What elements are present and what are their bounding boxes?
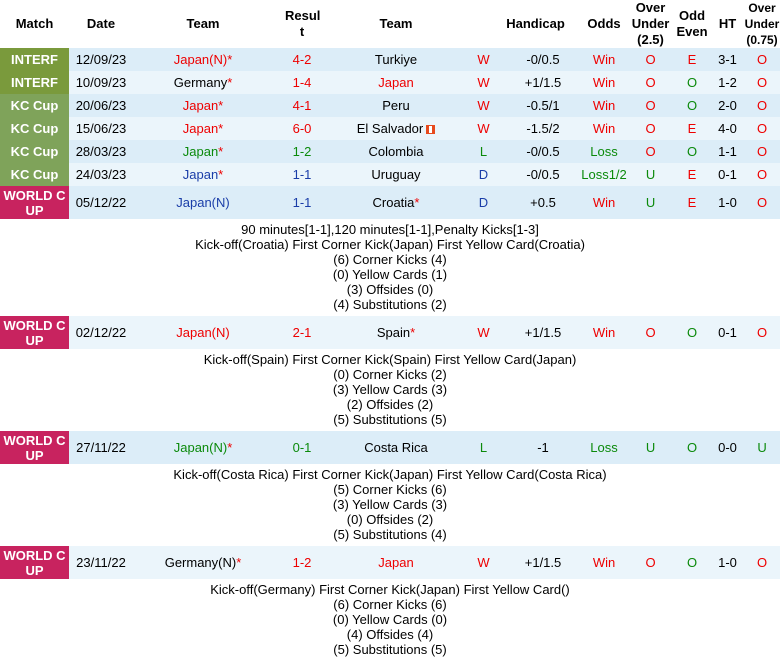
detail-line: Kick-off(Croatia) First Corner Kick(Japan) First Yellow Card(Croatia) xyxy=(195,237,585,252)
match-outcome: L xyxy=(461,431,506,464)
away-team-cell[interactable] xyxy=(331,163,461,186)
home-team-cell[interactable] xyxy=(133,71,273,94)
detail-line: (0) Yellow Cards (0) xyxy=(332,612,448,627)
away-team: Japan xyxy=(378,555,414,570)
half-time-score: 1-0 xyxy=(711,546,744,579)
home-team: Japan xyxy=(182,167,219,182)
match-outcome: D xyxy=(461,163,506,186)
match-date: 23/11/22 xyxy=(69,546,133,579)
detail-line: (3) Yellow Cards (3) xyxy=(332,497,448,512)
match-outcome: W xyxy=(461,71,506,94)
match-outcome: W xyxy=(461,546,506,579)
detail-line: (5) Corner Kicks (6) xyxy=(333,482,447,497)
away-team: Turkiye xyxy=(374,52,418,67)
detail-line: (3) Offsides (0) xyxy=(346,282,434,297)
over-under-075: U xyxy=(744,431,780,464)
match-competition[interactable]: INTERF xyxy=(0,71,69,94)
over-under-075: O xyxy=(744,94,780,117)
home-star: * xyxy=(227,52,233,67)
table-row[interactable] xyxy=(0,316,780,349)
detail-line: Kick-off(Germany) First Corner Kick(Japan) First Yellow Card() xyxy=(210,582,570,597)
away-team-cell[interactable] xyxy=(331,140,461,163)
detail-line: (6) Corner Kicks (4) xyxy=(333,252,447,267)
half-time-score: 1-1 xyxy=(711,140,744,163)
away-team: El Salvador xyxy=(356,121,424,136)
home-star: * xyxy=(227,75,233,90)
match-outcome: L xyxy=(461,140,506,163)
home-team-cell[interactable] xyxy=(133,316,273,349)
away-team: Peru xyxy=(382,98,410,113)
odds-result: Loss1/2 xyxy=(580,163,628,186)
over-under-25: O xyxy=(628,48,673,71)
match-date: 27/11/22 xyxy=(69,431,133,464)
header-handicap: Handicap xyxy=(461,0,580,48)
over-under-25: U xyxy=(628,163,673,186)
detail-line: (5) Substitutions (5) xyxy=(333,412,447,427)
odd-even: O xyxy=(673,94,711,117)
odds-result: Loss xyxy=(580,431,628,464)
home-team: Japan(N) xyxy=(176,195,230,210)
match-score: 6-0 xyxy=(273,117,331,140)
home-star: * xyxy=(218,144,224,159)
detail-line: (5) Substitutions (5) xyxy=(333,642,447,657)
over-under-075: O xyxy=(744,71,780,94)
match-date: 24/03/23 xyxy=(69,163,133,186)
odd-even: O xyxy=(673,316,711,349)
match-score: 4-1 xyxy=(273,94,331,117)
match-score: 2-1 xyxy=(273,316,331,349)
table-row[interactable] xyxy=(0,163,780,186)
home-star: * xyxy=(218,98,224,113)
match-date: 02/12/22 xyxy=(69,316,133,349)
over-under-075: O xyxy=(744,316,780,349)
match-competition[interactable]: WORLD C UP xyxy=(0,546,69,579)
handicap-value: -0.5/1 xyxy=(506,94,580,117)
over-under-075: O xyxy=(744,163,780,186)
header-team-home: Team xyxy=(133,0,273,48)
half-time-score: 1-0 xyxy=(711,186,744,219)
detail-line: (4) Offsides (4) xyxy=(346,627,434,642)
header-match: Match xyxy=(0,0,69,48)
handicap-value: -1.5/2 xyxy=(506,117,580,140)
away-team-cell[interactable] xyxy=(331,94,461,117)
away-team: Japan xyxy=(378,75,414,90)
over-under-25: O xyxy=(628,94,673,117)
match-score: 1-4 xyxy=(273,71,331,94)
odd-even: O xyxy=(673,140,711,163)
match-score: 1-2 xyxy=(273,546,331,579)
detail-line: (3) Yellow Cards (3) xyxy=(332,382,448,397)
over-under-25: O xyxy=(628,546,673,579)
match-competition[interactable]: KC Cup xyxy=(0,163,69,186)
over-under-25: O xyxy=(628,316,673,349)
home-star: * xyxy=(218,167,224,182)
home-star: * xyxy=(227,440,233,455)
odds-result: Win xyxy=(580,316,628,349)
match-outcome: W xyxy=(461,48,506,71)
match-score: 1-1 xyxy=(273,163,331,186)
odd-even: O xyxy=(673,431,711,464)
header-over-under-075: Over Under (0.75) xyxy=(744,1,780,47)
home-team-cell[interactable] xyxy=(133,186,273,219)
away-team-cell[interactable] xyxy=(331,117,461,140)
handicap-value: -0/0.5 xyxy=(506,163,580,186)
home-team-cell[interactable] xyxy=(133,546,273,579)
header-over-under-25: Over Under (2.5) xyxy=(628,0,673,48)
over-under-25: U xyxy=(628,431,673,464)
odd-even: O xyxy=(673,546,711,579)
match-score: 4-2 xyxy=(273,48,331,71)
over-under-25: U xyxy=(628,186,673,219)
home-team: Japan xyxy=(182,98,219,113)
home-team: Japan(N) xyxy=(173,440,228,455)
over-under-075: O xyxy=(744,48,780,71)
away-team: Spain xyxy=(376,325,411,340)
half-time-score: 2-0 xyxy=(711,94,744,117)
match-detail xyxy=(0,579,780,661)
red-card-icon xyxy=(426,125,435,134)
odds-result: Win xyxy=(580,546,628,579)
header-ht: HT xyxy=(711,0,744,48)
half-time-score: 0-0 xyxy=(711,431,744,464)
match-detail-row xyxy=(0,464,780,546)
home-team: Japan(N) xyxy=(176,325,230,340)
home-team-cell[interactable] xyxy=(133,117,273,140)
away-team-cell[interactable] xyxy=(331,316,461,349)
home-team: Germany xyxy=(173,75,228,90)
over-under-075: O xyxy=(744,186,780,219)
match-detail-row xyxy=(0,219,780,316)
table-row[interactable] xyxy=(0,140,780,163)
match-date: 05/12/22 xyxy=(69,186,133,219)
detail-line: (2) Offsides (2) xyxy=(346,397,434,412)
match-competition[interactable]: WORLD C UP xyxy=(0,431,69,464)
match-competition[interactable]: WORLD C UP xyxy=(0,186,69,219)
odd-even: O xyxy=(673,71,711,94)
odds-result: Win xyxy=(580,71,628,94)
handicap-value: +1/1.5 xyxy=(506,546,580,579)
over-under-25: O xyxy=(628,71,673,94)
home-team-cell[interactable] xyxy=(133,431,273,464)
handicap-value: +1/1.5 xyxy=(506,316,580,349)
match-competition[interactable]: KC Cup xyxy=(0,117,69,140)
header-date: Date xyxy=(69,0,133,48)
match-score: 0-1 xyxy=(273,431,331,464)
table-row[interactable] xyxy=(0,546,780,579)
odd-even: E xyxy=(673,117,711,140)
away-team: Uruguay xyxy=(371,167,421,182)
odds-result: Win xyxy=(580,117,628,140)
home-team: Japan xyxy=(182,144,219,159)
match-outcome: D xyxy=(461,186,506,219)
away-team-cell[interactable] xyxy=(331,546,461,579)
over-under-075: O xyxy=(744,140,780,163)
table-row[interactable] xyxy=(0,186,780,219)
home-team: Japan(N) xyxy=(173,52,228,67)
away-team: Colombia xyxy=(368,144,424,159)
over-under-075: O xyxy=(744,546,780,579)
table-row[interactable] xyxy=(0,431,780,464)
match-score: 1-1 xyxy=(273,186,331,219)
match-detail xyxy=(0,349,780,431)
header-team-away: Team xyxy=(331,0,461,48)
away-team-cell[interactable] xyxy=(331,186,461,219)
match-competition[interactable]: WORLD C UP xyxy=(0,316,69,349)
table-row[interactable] xyxy=(0,48,780,71)
match-competition[interactable]: KC Cup xyxy=(0,94,69,117)
handicap-value: +0.5 xyxy=(506,186,580,219)
match-detail-row xyxy=(0,579,780,661)
half-time-score: 0-1 xyxy=(711,316,744,349)
match-detail-row xyxy=(0,349,780,431)
match-detail xyxy=(0,464,780,546)
detail-line: (6) Corner Kicks (6) xyxy=(333,597,447,612)
header-odds: Odds xyxy=(580,0,628,48)
over-under-25: O xyxy=(628,140,673,163)
half-time-score: 0-1 xyxy=(711,163,744,186)
away-star: * xyxy=(414,195,420,210)
half-time-score: 3-1 xyxy=(711,48,744,71)
away-team: Costa Rica xyxy=(364,440,428,455)
half-time-score: 4-0 xyxy=(711,117,744,140)
odds-result: Win xyxy=(580,94,628,117)
detail-line: (4) Substitutions (2) xyxy=(333,297,447,312)
match-competition[interactable]: INTERF xyxy=(0,48,69,71)
detail-line: 90 minutes[1-1],120 minutes[1-1],Penalty Kicks[1-3] xyxy=(241,222,539,237)
match-date: 12/09/23 xyxy=(69,48,133,71)
handicap-value: -1 xyxy=(506,431,580,464)
away-team-cell[interactable] xyxy=(331,431,461,464)
header-result: Resul t xyxy=(273,0,331,48)
detail-line: (0) Yellow Cards (1) xyxy=(332,267,448,282)
home-team-cell[interactable] xyxy=(133,94,273,117)
match-competition[interactable]: KC Cup xyxy=(0,140,69,163)
home-team-cell[interactable] xyxy=(133,140,273,163)
away-team-cell[interactable] xyxy=(331,48,461,71)
over-under-075: O xyxy=(744,117,780,140)
detail-line: (5) Substitutions (4) xyxy=(333,527,447,542)
handicap-value: -0/0.5 xyxy=(506,140,580,163)
match-date: 10/09/23 xyxy=(69,71,133,94)
handicap-value: +1/1.5 xyxy=(506,71,580,94)
home-star: * xyxy=(218,121,224,136)
table-row[interactable] xyxy=(0,71,780,94)
odd-even: E xyxy=(673,163,711,186)
match-score: 1-2 xyxy=(273,140,331,163)
odds-result: Win xyxy=(580,48,628,71)
half-time-score: 1-2 xyxy=(711,71,744,94)
table-row[interactable] xyxy=(0,94,780,117)
match-date: 20/06/23 xyxy=(69,94,133,117)
odds-result: Win xyxy=(580,186,628,219)
match-outcome: W xyxy=(461,316,506,349)
detail-line: (0) Corner Kicks (2) xyxy=(333,367,447,382)
odd-even: E xyxy=(673,48,711,71)
home-team-cell[interactable] xyxy=(133,48,273,71)
odds-result: Loss xyxy=(580,140,628,163)
odd-even: E xyxy=(673,186,711,219)
home-team: Japan xyxy=(182,121,219,136)
detail-line: (0) Offsides (2) xyxy=(346,512,434,527)
handicap-value: -0/0.5 xyxy=(506,48,580,71)
match-date: 28/03/23 xyxy=(69,140,133,163)
home-star: * xyxy=(236,555,242,570)
over-under-25: O xyxy=(628,117,673,140)
away-team: Croatia xyxy=(372,195,415,210)
table-row[interactable] xyxy=(0,117,780,140)
away-star: * xyxy=(410,325,416,340)
match-date: 15/06/23 xyxy=(69,117,133,140)
detail-line: Kick-off(Costa Rica) First Corner Kick(Japan) First Yellow Card(Costa Rica) xyxy=(173,467,607,482)
match-detail xyxy=(0,219,780,316)
table-header xyxy=(0,0,780,48)
detail-line: Kick-off(Spain) First Corner Kick(Spain) First Yellow Card(Japan) xyxy=(203,352,577,367)
away-team-cell[interactable] xyxy=(331,71,461,94)
home-team: Germany(N) xyxy=(164,555,237,570)
header-odd-even: Odd Even xyxy=(673,0,711,48)
home-team-cell[interactable] xyxy=(133,163,273,186)
match-outcome: W xyxy=(461,94,506,117)
match-outcome: W xyxy=(461,117,506,140)
